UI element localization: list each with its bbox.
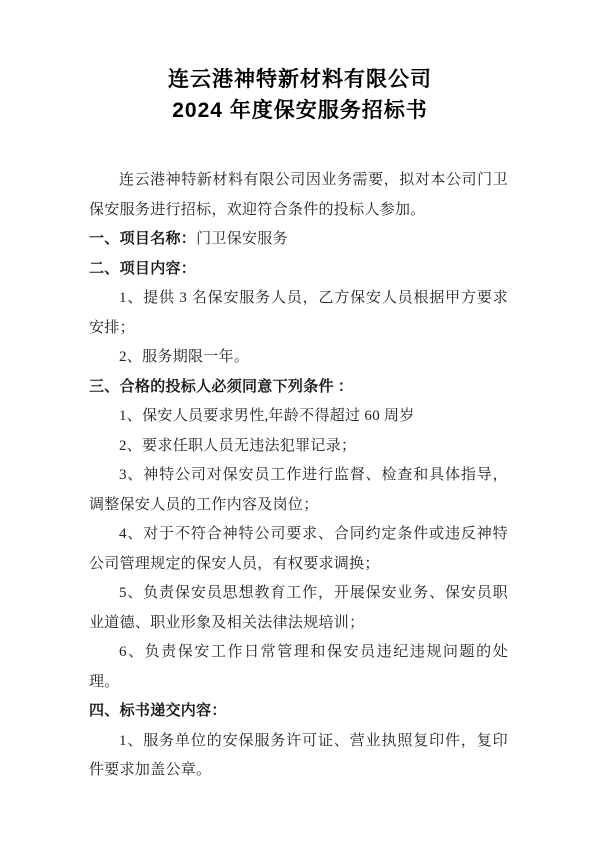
section-3-item-6: 6、负责保安工作日常管理和保安员违纪违规问题的处理。 [89,644,508,690]
section-3-heading: 三、合格的投标人必须同意下列条件 ： [89,378,354,395]
section-2-heading: 二、项目内容： [89,260,197,277]
section-1-heading [89,225,508,255]
section-2-item-1: 1、提供 3 名保安服务人员，乙方保安人员根据甲方要求安排； [89,290,508,336]
title-line-2: 2024 年度保安服务招标书 [172,99,428,122]
section-3-item-2: 2、要求任职人员无违法犯罪记录； [119,437,357,454]
document-title [0,0,600,126]
section-3-item-3: 3、神特公司对保安员工作进行监督、检查和具体指导，调整保安人员的工作内容及岗位； [89,467,508,513]
section-4-item-1: 1、服务单位的安保服务许可证、营业执照复印件，复印件要求加盖公章。 [89,732,508,778]
section-1-label: 一、项目名称： [89,231,197,247]
section-1-value: 门卫保安服务 [196,231,288,247]
section-3-item-4: 4、对于不符合神特公司要求、合同约定条件或违反神特公司管理规定的保安人员，有权要求调换； [89,526,508,572]
section-3-item-5: 5、负责保安员思想教育工作，开展保安业务、保安员职业道德、职业形象及相关法律法规培训； [89,585,508,631]
section-3-item-1: 1、保安人员要求男性,年龄不得超过 60 周岁 [119,408,415,424]
intro-paragraph: 连云港神特新材料有限公司因业务需要，拟对本公司门卫保安服务进行招标，欢迎符合条件的投标人参加。 [89,172,508,218]
section-4-heading: 四、标书递交内容： [89,703,227,719]
section-2-item-2: 2、服务期限一年。 [119,349,250,365]
title-line-1: 连云港神特新材料有限公司 [168,68,432,91]
document-body [89,166,508,786]
